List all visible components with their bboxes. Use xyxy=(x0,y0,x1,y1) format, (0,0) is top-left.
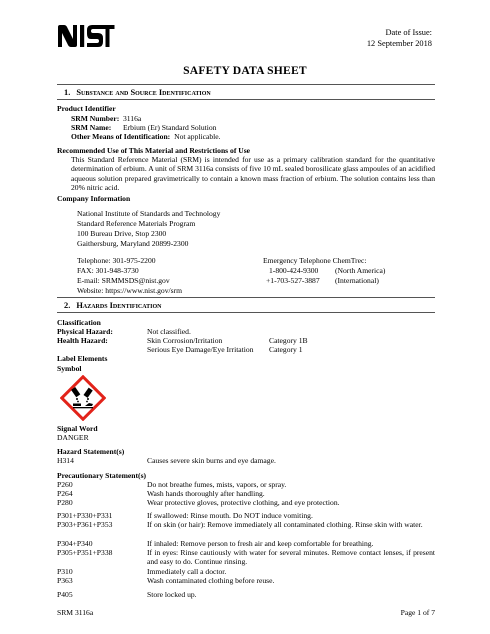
statement-code: P363 xyxy=(57,576,73,585)
emergency-line xyxy=(263,276,385,286)
emergency-region: (International) xyxy=(335,275,379,285)
statement-text: Immediately call a doctor. xyxy=(147,567,227,576)
section-rule xyxy=(57,312,435,313)
footer-left: SRM 3116a xyxy=(57,608,94,617)
statement-text: Wear protective gloves, protective clothing, and eye protection. xyxy=(147,498,340,507)
section-2-heading xyxy=(64,301,161,312)
precaution-row xyxy=(57,498,340,507)
statement-text: If inhaled: Remove person to fresh air and keep comfortable for breathing. xyxy=(147,539,374,548)
statement-code: P260 xyxy=(57,480,73,489)
classification-label: Classification xyxy=(57,318,101,327)
health-hazard-label: Health Hazard: xyxy=(57,336,108,345)
address-line: Gaithersburg, Maryland 20899-2300 xyxy=(77,238,189,248)
emergency-contact xyxy=(263,256,385,286)
statement-code: P303+P361+P353 xyxy=(57,520,113,529)
hazard-statements-label: Hazard Statement(s) xyxy=(57,447,125,456)
section-number: 1. xyxy=(64,88,71,97)
corrosion-pictogram-icon xyxy=(60,375,106,423)
statement-code: P301+P330+P331 xyxy=(57,511,113,520)
srm-number-label: SRM Number: xyxy=(71,114,120,123)
fax: FAX: 301-948-3730 xyxy=(77,265,139,275)
company-info-label: Company Information xyxy=(57,194,131,203)
section-number: 2. xyxy=(64,301,71,310)
precaution-row xyxy=(57,548,435,567)
statement-code: P264 xyxy=(57,489,73,498)
precaution-row xyxy=(57,520,435,529)
address-line: National Institute of Standards and Technology xyxy=(77,209,221,218)
srm-number-value: 3116a xyxy=(123,114,142,123)
statement-code: P280 xyxy=(57,498,73,507)
precautionary-label: Precautionary Statement(s) xyxy=(57,471,147,480)
statement-code: P310 xyxy=(57,567,73,576)
statement-text: Causes severe skin burns and eye damage. xyxy=(147,456,276,465)
statement-code: P304+P340 xyxy=(57,539,93,548)
statement-text: Wash hands thoroughly after handling. xyxy=(147,489,265,498)
emergency-region: (North America) xyxy=(335,265,386,275)
hazard-category: Category 1B xyxy=(269,336,308,345)
nist-logo-graphic xyxy=(57,24,115,48)
address-line: Standard Reference Materials Program xyxy=(77,218,196,228)
hazard-name: Skin Corrosion/Irritation xyxy=(147,336,223,345)
section-rule xyxy=(57,84,435,85)
date-of-issue xyxy=(367,27,432,50)
precaution-row xyxy=(57,590,197,599)
email: E-mail: SRMMSDS@nist.gov xyxy=(77,275,170,285)
statement-text: Store locked up. xyxy=(147,590,197,599)
other-means-row xyxy=(71,132,221,141)
nist-logo xyxy=(57,24,115,50)
emergency-number: 1-800-424-9300 xyxy=(269,265,319,275)
emergency-label: Emergency Telephone ChemTrec: xyxy=(263,256,367,265)
physical-hazard-label: Physical Hazard: xyxy=(57,327,113,336)
srm-name-label: SRM Name: xyxy=(71,123,112,132)
srm-name-value: Erbium (Er) Standard Solution xyxy=(123,123,217,132)
date-label: Date of Issue: xyxy=(385,28,432,37)
health-hazard-row xyxy=(147,345,303,354)
product-identifier-label: Product Identifier xyxy=(57,104,116,113)
hazard-name: Serious Eye Damage/Eye Irritation xyxy=(147,345,254,354)
corrosion-pictogram-graphic xyxy=(60,375,106,421)
website: Website: https://www.nist.gov/srm xyxy=(77,285,182,295)
contact-info xyxy=(77,256,182,295)
page-number: Page 1 of 7 xyxy=(400,608,435,617)
statement-text: Wash contaminated clothing before reuse. xyxy=(147,576,275,585)
address-line: 100 Bureau Drive, Stop 2300 xyxy=(77,228,167,238)
hazard-statement-row xyxy=(57,456,276,465)
statement-code: P405 xyxy=(57,590,73,599)
section-rule xyxy=(57,99,435,100)
emergency-number: +1-703-527-3887 xyxy=(266,275,320,285)
signal-word-label: Signal Word xyxy=(57,424,98,433)
physical-hazard-value: Not classified. xyxy=(147,327,191,336)
section-1-heading xyxy=(64,88,211,99)
page-title: SAFETY DATA SHEET xyxy=(183,64,307,77)
hazard-category: Category 1 xyxy=(269,345,303,354)
telephone: Telephone: 301-975-2200 xyxy=(77,256,156,265)
statement-text: Do not breathe fumes, mists, vapors, or spray. xyxy=(147,480,287,489)
recommended-use-label: Recommended Use of This Material and Restrictions of Use xyxy=(57,146,251,155)
section-rule xyxy=(57,297,435,298)
statement-code: P305+P351+P338 xyxy=(57,548,113,557)
symbol-label: Symbol xyxy=(57,364,82,373)
emergency-line xyxy=(263,266,385,276)
recommended-use-text: This Standard Reference Material (SRM) is intended for use as a primary calibration standard for the quantitative determination of erbium. A unit of SRM 3116a consists of five 10 mL sealed borosilicate glass ampoules of an acidified aqueous solution prepared gravimetrically to contain a known mass fraction of erbium. The solution contains less than 20% nitric acid. xyxy=(71,155,435,193)
statement-code: H314 xyxy=(57,456,74,465)
date-value: 12 September 2018 xyxy=(366,39,432,49)
company-address xyxy=(77,209,220,248)
other-means-label: Other Means of Identification: xyxy=(71,132,171,141)
other-means-value: Not applicable. xyxy=(174,132,221,141)
label-elements-label: Label Elements xyxy=(57,354,108,363)
section-title: Substance and Source Identification xyxy=(76,88,211,97)
section-title: Hazards Identification xyxy=(76,301,162,310)
statement-text: If swallowed: Rinse mouth. Do NOT induce vomiting. xyxy=(147,511,313,520)
precaution-row xyxy=(57,576,274,585)
signal-word-value: DANGER xyxy=(57,433,89,442)
statement-text: If on skin (or hair): Remove immediately all contaminated clothing. Rinse skin with water. xyxy=(147,520,423,529)
statement-text: If in eyes: Rinse cautiously with water for several minutes. Remove contact lenses, if present and easy to do. Continue rinsing. xyxy=(147,548,435,567)
